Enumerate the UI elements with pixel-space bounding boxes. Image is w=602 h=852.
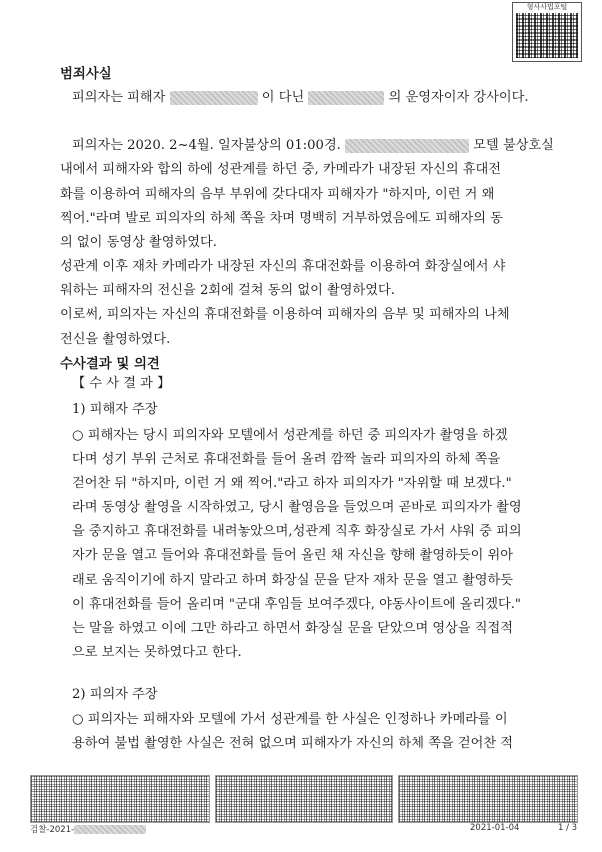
redaction-mark bbox=[74, 825, 146, 834]
redaction-mark bbox=[170, 91, 258, 105]
print-date: 2021-01-04 bbox=[470, 823, 520, 833]
subsection-victim-claim: 1) 피해자 주장 bbox=[72, 402, 158, 417]
text-line: 는 말을 하였고 이에 그만 하라고 하면서 화장실 문을 닫았으며 영상을 직접적 bbox=[72, 621, 514, 636]
text-line: 으로 보지는 못하였다고 한다. bbox=[72, 645, 242, 660]
footer-barcode bbox=[30, 775, 210, 823]
text-line: 피의자는 2020. 2~4월. 일자불상의 01:00경. 모텔 불상호실 bbox=[72, 138, 554, 153]
text-line: 피의자는 피해자 이 다닌 의 운영자이자 강사이다. bbox=[72, 90, 529, 105]
qr-code bbox=[512, 2, 582, 62]
section-heading-crime-facts: 범죄사실 bbox=[60, 66, 112, 82]
text-line: 래로 움직이기에 하지 말라고 하며 화장실 문을 닫자 재차 문을 열고 촬영하듯 bbox=[72, 573, 514, 588]
qr-label: 형사사법포털 bbox=[526, 3, 568, 11]
text-line: 을 중지하고 휴대전화를 내려놓았으며,성관계 직후 화장실로 가서 샤워 중 피의 bbox=[72, 524, 522, 539]
text-line: 이로써, 피의자는 자신의 휴대전화를 이용하여 피해자의 음부 및 피해자의 나체 bbox=[60, 307, 510, 322]
page-number: 1 / 3 bbox=[558, 823, 578, 833]
text-line: 이 휴대전화를 들어 올리며 "군대 후임들 보여주겠다, 야동사이트에 올리겠다." bbox=[72, 597, 521, 612]
redaction-mark bbox=[345, 139, 469, 153]
redaction-mark bbox=[308, 91, 384, 105]
text-line: 자가 문을 열고 들어와 휴대전화를 들어 올린 채 자신을 향해 촬영하듯이 위아 bbox=[72, 548, 514, 563]
text-line: 걷어찬 뒤 "하지마, 이런 거 왜 찍어."라고 하자 피의자가 "자위할 때 보겠다." bbox=[72, 476, 512, 491]
subsection-suspect-claim: 2) 피의자 주장 bbox=[72, 687, 158, 702]
section-heading-investigation: 수사결과 및 의견 bbox=[60, 356, 160, 372]
document-id: 검찰-2021- bbox=[30, 823, 146, 835]
subsection-heading: 【 수 사 결 과 】 bbox=[72, 376, 171, 391]
text-line: 화를 이용하여 피해자의 음부 부위에 갖다대자 피해자가 "하지마, 이런 거 왜 bbox=[60, 187, 495, 202]
text-line: ○ 피의자는 피해자와 모텔에 가서 성관계를 한 사실은 인정하나 카메라를 이 bbox=[72, 712, 508, 727]
text-line: 용하여 불법 촬영한 사실은 전혀 없으며 피해자가 자신의 하체 쪽을 걷어찬 적 bbox=[72, 736, 514, 751]
qr-pattern bbox=[516, 13, 578, 58]
text-line: 성관계 이후 재차 카메라가 내장된 자신의 휴대전화를 이용하여 화장실에서 샤 bbox=[60, 259, 506, 274]
text-line: 의 없이 동영상 촬영하였다. bbox=[60, 235, 217, 250]
text-line: 찍어."라며 발로 피의자의 하체 쪽을 차며 명백히 거부하였음에도 피해자의 동 bbox=[60, 211, 503, 226]
footer-barcode bbox=[398, 775, 578, 823]
text-line: 내에서 피해자와 합의 하에 성관계를 하던 중, 카메라가 내장된 자신의 휴대전 bbox=[60, 162, 502, 177]
text-line: ○ 피해자는 당시 피의자와 모텔에서 성관계를 하던 중 피의자가 촬영을 하겠 bbox=[72, 428, 508, 443]
text-line: 다며 성기 부위 근처로 휴대전화를 들어 올려 깜짝 놀라 피의자의 하체 쪽을 bbox=[72, 452, 501, 467]
text-line: 전신을 촬영하였다. bbox=[60, 332, 171, 347]
text-line: 워하는 피해자의 전신을 2회에 걸쳐 동의 없이 촬영하였다. bbox=[60, 283, 395, 298]
text-line: 라며 동영상 촬영을 시작하였고, 당시 촬영음을 들었으며 곧바로 피의자가 촬영 bbox=[72, 500, 522, 515]
footer-barcode bbox=[215, 775, 393, 823]
